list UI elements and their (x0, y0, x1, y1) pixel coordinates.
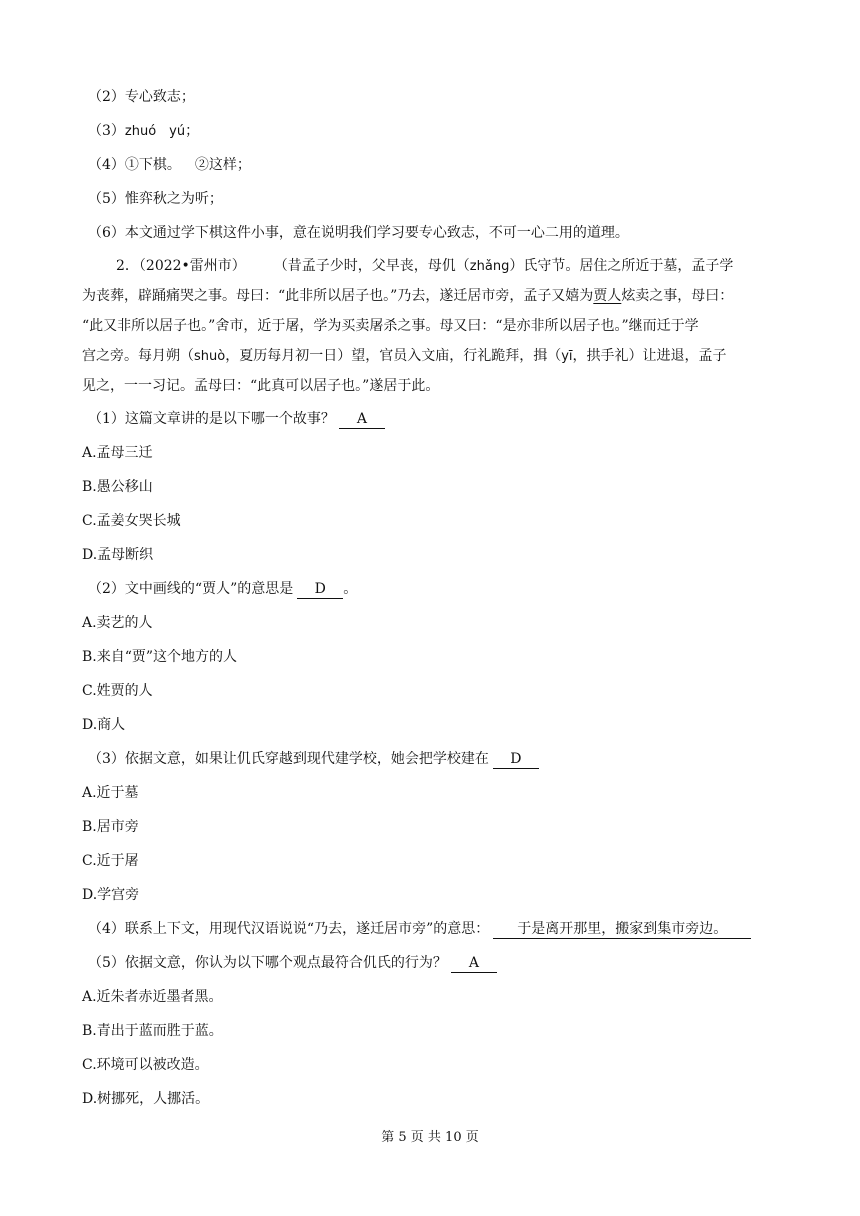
question-number-source: 2．（2022•雷州市） (116, 258, 246, 274)
question-3-options (82, 781, 782, 917)
option-label: C.近于屠 (82, 853, 139, 869)
passage-line-1-text-a: （昔孟子少时，父早丧，母仉（ (273, 258, 470, 274)
answer-item-5-text: （5）惟弈秋之为听； (88, 191, 223, 207)
option-label: C.环境可以被改造。 (82, 1057, 209, 1073)
passage-line-1-text-b: ）氏守节。居住之所近于墓，孟子学 (509, 258, 734, 274)
question-3-answer: D (493, 750, 539, 769)
question-3 (82, 747, 782, 781)
answer-item-3-suffix: ； (185, 123, 200, 139)
question-1-option-b (82, 475, 782, 509)
question-1-options (82, 441, 782, 577)
answer-item-4-part-b: ②这样； (194, 157, 251, 173)
question-3-stem: （3）依据文意，如果让仉氏穿越到现代建学校，她会把学校建在 (88, 751, 489, 767)
option-label: D.学宫旁 (82, 887, 140, 903)
option-label: A.近朱者赤近墨者黑。 (82, 989, 223, 1005)
page-content (82, 85, 782, 1121)
passage-line-1 (82, 255, 782, 285)
answer-item-6-text: （6）本文通过学下棋这件小事，意在说明我们学习要专心致志，不可一心二用的道理。 (88, 225, 629, 241)
question-3-option-d (82, 883, 782, 917)
question-2-option-c (82, 679, 782, 713)
passage-line-4-text-a: 宫之旁。每月朔（ (82, 348, 194, 364)
question-3-option-b (82, 815, 782, 849)
passage-line-3-text: “此又非所以居子也。”舍市，近于屠，学为买卖屠杀之事。母又曰：“是亦非所以居子也。”继而迁于学 (82, 318, 699, 334)
option-label: A.卖艺的人 (82, 615, 153, 631)
option-label: B.青出于蓝而胜于蓝。 (82, 1023, 223, 1039)
passage-line-5 (82, 375, 782, 405)
option-label: C.孟姜女哭长城 (82, 513, 181, 529)
question-2-answer: D (297, 580, 343, 599)
question-1-stem: （1）这篇文章讲的是以下哪一个故事？ (88, 411, 335, 427)
question-4-answer: 于是离开那里，搬家到集市旁边。 (493, 920, 751, 939)
question-3-option-c (82, 849, 782, 883)
question-5 (82, 951, 782, 985)
question-1-option-a (82, 441, 782, 475)
passage-line-5-text: 见之，一一习记。孟母曰：“此真可以居子也。”遂居于此。 (82, 378, 440, 394)
passage-line-2-text-b: 炫卖之事，母曰： (621, 288, 734, 304)
answer-item-4-part-a: （4）①下棋。 (88, 157, 181, 173)
option-label: D.商人 (82, 717, 126, 733)
passage-line-4 (82, 345, 782, 375)
answer-item-6 (82, 221, 782, 255)
passage-line-1-pinyin: zhǎng (469, 259, 510, 274)
question-4-stem: （4）联系上下文，用现代汉语说说“乃去，遂迁居市旁”的意思： (88, 921, 490, 937)
question-5-option-d (82, 1087, 782, 1121)
question-3-option-a (82, 781, 782, 815)
option-label: A.近于墓 (82, 785, 139, 801)
question-5-answer: A (451, 954, 497, 973)
answer-item-3 (82, 119, 782, 153)
answer-item-3-pinyin: zhuó yú (124, 124, 186, 139)
underlined-word-jiaren: 贾人 (593, 288, 622, 304)
question-5-options (82, 985, 782, 1121)
page-footer (0, 1129, 860, 1147)
question-1-answer: A (339, 410, 385, 429)
page-number: 第 5 页 共 10 页 (381, 1130, 479, 1145)
option-label: B.愚公移山 (82, 479, 153, 495)
question-1 (82, 407, 782, 441)
passage-line-4-text-b: ，夏历每月初一日）望，官员入文庙，行礼跪拜，揖（ (225, 348, 562, 364)
answer-item-5 (82, 187, 782, 221)
passage-line-4-pinyin: shuò (194, 349, 226, 364)
question-1-option-d (82, 543, 782, 577)
passage-line-2-text-a: 为丧葬，辟踊痛哭之事。母曰：“此非所以居子也。”乃去，遂迁居市旁，孟子又嬉为 (82, 288, 594, 304)
passage-line-3 (82, 315, 782, 345)
question-5-option-a (82, 985, 782, 1019)
passage-line-4-pinyin-2: yī (561, 349, 573, 364)
answer-item-2-text: （2）专心致志； (88, 89, 195, 105)
answer-item-3-prefix: （3） (88, 123, 125, 139)
question-2-stem: （2）文中画线的“贾人”的意思是 (88, 581, 294, 597)
question-2-option-d (82, 713, 782, 747)
option-label: B.来自“贾”这个地方的人 (82, 649, 238, 665)
answer-item-2 (82, 85, 782, 119)
question-2-options (82, 611, 782, 747)
option-label: A.孟母三迁 (82, 445, 153, 461)
answer-item-4 (82, 153, 782, 187)
option-label: D.树挪死，人挪活。 (82, 1091, 210, 1107)
question-5-stem: （5）依据文意，你认为以下哪个观点最符合仉氏的行为？ (88, 955, 447, 971)
question-2 (82, 577, 782, 611)
option-label: C.姓贾的人 (82, 683, 153, 699)
question-2-option-a (82, 611, 782, 645)
passage-line-2 (82, 285, 782, 315)
option-label: B.居市旁 (82, 819, 139, 835)
passage-line-4-text-c: ，拱手礼）让进退，孟子 (572, 348, 727, 364)
question-2-stem-end: 。 (343, 581, 358, 597)
question-5-option-b (82, 1019, 782, 1053)
question-2-option-b (82, 645, 782, 679)
question-1-option-c (82, 509, 782, 543)
question-5-option-c (82, 1053, 782, 1087)
question-4 (82, 917, 782, 951)
option-label: D.孟母断织 (82, 547, 154, 563)
